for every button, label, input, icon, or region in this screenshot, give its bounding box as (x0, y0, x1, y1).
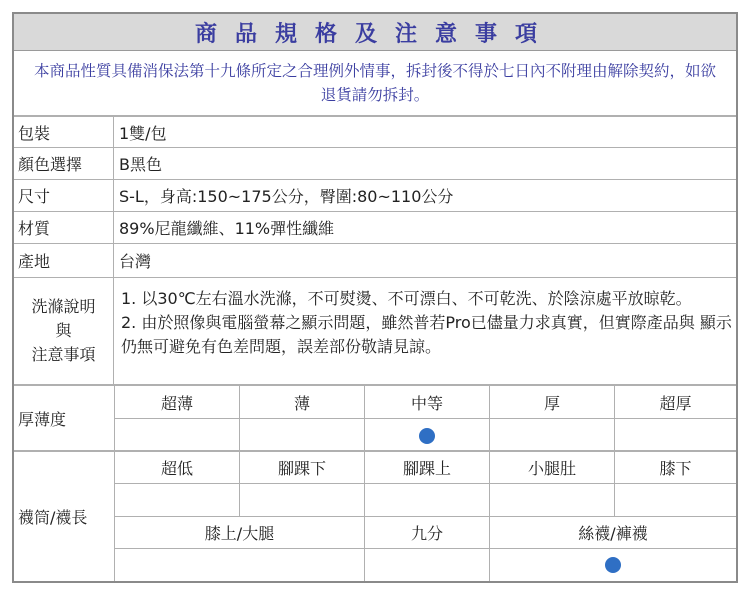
length-option: 腳踝上 (365, 452, 490, 484)
thickness-option: 超厚 (615, 386, 736, 419)
thickness-mark-cell (490, 419, 615, 452)
wash-label-line: 與 (55, 321, 72, 340)
thickness-grid (14, 386, 736, 452)
spec-label: 產地 (14, 244, 114, 277)
spec-table (12, 12, 738, 583)
spec-label: 尺寸 (14, 180, 114, 211)
length-option: 腳踝下 (240, 452, 365, 484)
length-option: 絲襪/褲襪 (490, 517, 736, 549)
thickness-option: 中等 (365, 386, 490, 419)
length-option: 超低 (115, 452, 240, 484)
spec-value: 1雙/包 (119, 123, 167, 143)
length-mark-cell (115, 484, 240, 517)
wash-label-line: 注意事項 (31, 345, 96, 364)
spec-row-origin (14, 244, 736, 278)
length-option: 九分 (365, 517, 490, 549)
spec-label: 顏色選擇 (14, 148, 114, 179)
thickness-mark-cell (365, 419, 490, 452)
thickness-mark-cell (615, 419, 736, 452)
thickness-option: 薄 (240, 386, 365, 419)
spec-row-material (14, 212, 736, 244)
length-option: 膝上/大腿 (115, 517, 365, 549)
spec-value: 89%尼龍纖維、11%彈性纖維 (119, 219, 335, 238)
spec-row-package (14, 117, 736, 148)
length-mark-cell (490, 484, 615, 517)
length-mark-cell (365, 484, 490, 517)
spec-label: 包裝 (14, 117, 114, 147)
spec-label: 材質 (14, 212, 114, 243)
spec-row-color (14, 148, 736, 180)
spec-value: S-L，身高:150~175公分，臀圍:80~110公分 (119, 187, 454, 206)
length-mark-cell (240, 484, 365, 517)
thickness-option: 厚 (490, 386, 615, 419)
wash-label-line: 洗滌說明 (31, 297, 96, 316)
length-grid (14, 452, 736, 581)
length-label: 襪筒/襪長 (14, 452, 115, 581)
spec-value: 台灣 (119, 252, 152, 271)
length-mark-cell (490, 549, 736, 581)
length-mark-cell (365, 549, 490, 581)
return-notice: 本商品性質具備消保法第十九條所定之合理例外情事，拆封後不得於七日內不附理由解除契約，如欲退貨請勿拆封。 (14, 51, 736, 117)
wash-item: 1. 以30℃左右溫水洗滌，不可熨燙、不可漂白、不可乾洗、於陰涼處平放晾乾。 (121, 289, 692, 308)
page-title: 商品規格及注意事項 (14, 14, 736, 51)
wash-item: 2. 由於照像與電腦螢幕之顯示問題，雖然普若Pro已儘量力求真實，但實際產品與 顯示仍無可避免有色差問題，誤差部份敬請見諒。 (121, 313, 732, 356)
thickness-mark-cell (115, 419, 240, 452)
spec-row-size (14, 180, 736, 212)
wash-instructions-row (14, 278, 736, 386)
spec-value: B黑色 (119, 155, 162, 174)
thickness-mark-cell (240, 419, 365, 452)
selected-dot-icon (419, 428, 435, 444)
thickness-label: 厚薄度 (14, 386, 115, 450)
length-mark-cell (115, 549, 365, 581)
length-mark-cell (615, 484, 736, 517)
selected-dot-icon (605, 557, 621, 573)
length-option: 膝下 (615, 452, 736, 484)
thickness-option: 超薄 (115, 386, 240, 419)
wash-label (14, 278, 114, 384)
length-option: 小腿肚 (490, 452, 615, 484)
wash-text (115, 278, 736, 384)
